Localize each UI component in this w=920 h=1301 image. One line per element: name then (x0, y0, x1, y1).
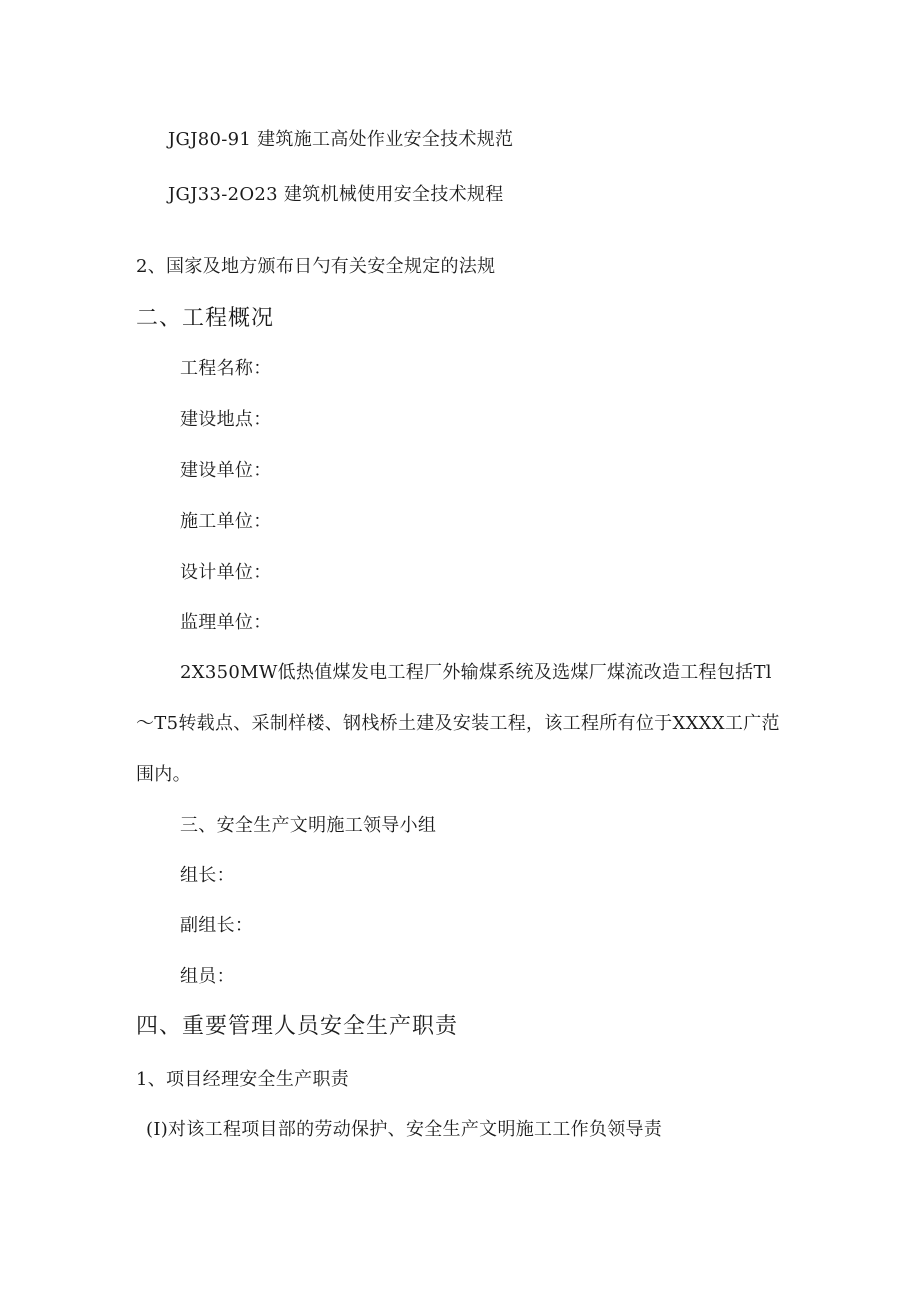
item-1-project-manager: 1、项目经理安全生产职责 (136, 1069, 350, 1090)
basis-item-2: 2、国家及地方颁布日勺有关安全规定的法规 (136, 256, 496, 277)
standard-jgj80: JGJ80-91 建筑施工高处作业安全技术规范 (168, 129, 514, 150)
field-team-leader: 组长： (180, 865, 235, 886)
project-description: 2X350MW低热值煤发电工程厂外输煤系统及选煤厂煤流改造工程包括Tl～T5转载点、采制样楼、钢栈桥土建及安装工程，该工程所有位于XXXX工广范围内。 (136, 662, 780, 785)
field-deputy-leader: 副组长： (180, 915, 254, 936)
field-supervision-unit: 监理单位： (180, 612, 272, 633)
field-owner-unit: 建设单位： (180, 460, 272, 481)
field-team-members: 组员： (180, 966, 235, 987)
item-1-1-duty: (I)对该工程项目部的劳动保护、安全生产文明施工工作负领导责 (146, 1119, 663, 1140)
section-2-title: 二、工程概况 (136, 306, 275, 331)
section-4-title: 四、重要管理人员安全生产职责 (136, 1014, 459, 1039)
field-design-unit: 设计单位： (180, 562, 272, 583)
section-3-title: 三、安全生产文明施工领导小组 (180, 815, 437, 836)
field-construction-site: 建设地点： (180, 409, 272, 430)
field-contractor-unit: 施工单位： (180, 511, 272, 532)
standard-jgj33: JGJ33-2O23 建筑机械使用安全技术规程 (168, 184, 504, 205)
field-project-name: 工程名称： (180, 358, 272, 379)
